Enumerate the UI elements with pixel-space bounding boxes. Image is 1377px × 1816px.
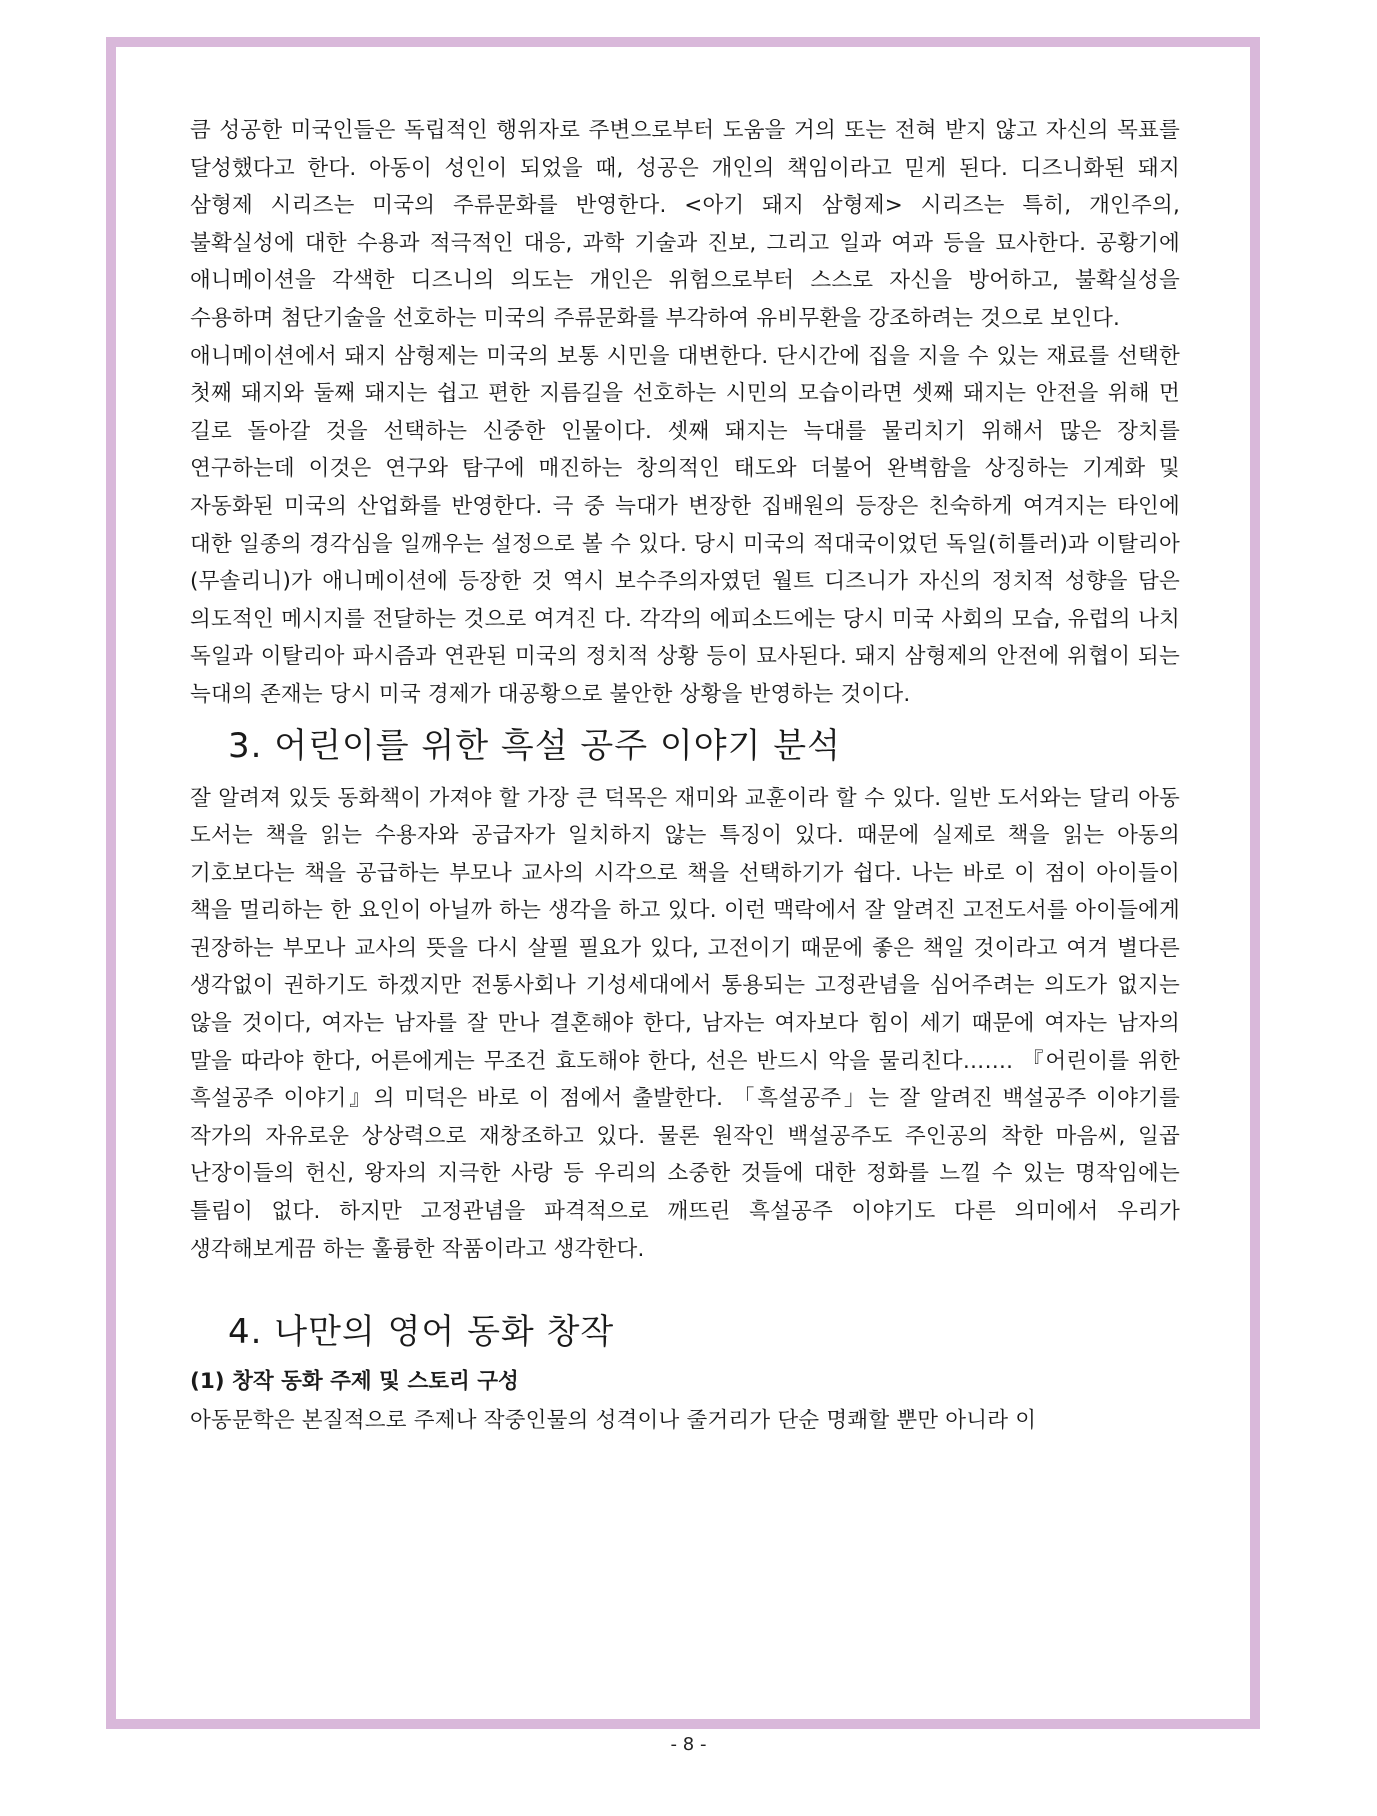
section-4-paragraph: 아동문학은 본질적으로 주제나 작중인물의 성격이나 줄거리가 단순 명쾌할 뿐만 아니라 이 (190, 1408, 1037, 1434)
document-body (190, 112, 1180, 1440)
section-4-subheading: (1) 창작 동화 주제 및 스토리 구성 (190, 1369, 519, 1395)
section-3-paragraph: 잘 알려져 있듯 동화책이 가져야 할 가장 큰 덕목은 재미와 교훈이라 할 수 있다. 일반 도서와는 달리 아동 도서는 책을 읽는 수용자와 공급자가 일치하지 않는 특징이 있다. 때문에 실제로 책을 읽는 아동의 기호보다는 책을 공급하는 부모나 교사의 시각으로 책을 선택하기가 쉽다. 나는 바로 이 점이 아이들이 책을 멀리하는 한 요인이 아닐까 하는 생각을 하고 있다. 이런 맥락에서 잘 알려진 고전도서를 아이들에게 권장하는 부모나 교사의 뜻을 다시 살필 필요가 있다, 고전이기 때문에 좋은 책일 것이라고 여겨 별다른 생각없이 권하기도 하겠지만 전통사회나 기성세대에서 통용되는 고정관념을 심어주려는 의도가 없지는 않을 것이다, 여자는 남자를 잘 만나 결혼해야 한다, 남자는 여자보다 힘이 세기 때문에 여자는 남자의 말을 따라야 한다, 어른에게는 무조건 효도해야 한다, 선은 반드시 악을 물리친다……. 『어린이를 위한 흑설공주 이야기』의 미덕은 바로 이 점에서 출발한다. 「흑설공주」는 잘 알려진 백설공주 이야기를 작가의 자유로운 상상력으로 재창조하고 있다. 물론 원작인 백설공주도 주인공의 착한 마음씨, 일곱 난장이들의 헌신, 왕자의 지극한 사랑 등 우리의 소중한 것들에 대한 정화를 느낄 수 있는 명작임에는 틀림이 없다. 하지만 고정관념을 파격적으로 깨뜨린 흑설공주 이야기도 다른 의미에서 우리가 생각해보게끔 하는 훌륭한 작품이라고 생각한다. (190, 785, 1180, 1262)
body-paragraph: 애니메이션에서 돼지 삼형제는 미국의 보통 시민을 대변한다. 단시간에 집을 지을 수 있는 재료를 선택한 첫째 돼지와 둘째 돼지는 쉽고 편한 지름길을 선호하는 시민의 모습이라면 셋째 돼지는 안전을 위해 먼 길로 돌아갈 것을 선택하는 신중한 인물이다. 셋째 돼지는 늑대를 물리치기 위해서 많은 장치를 연구하는데 이것은 연구와 탐구에 매진하는 창의적인 태도와 더불어 완벽함을 상징하는 기계화 및 자동화된 미국의 산업화를 반영한다. 극 중 늑대가 변장한 집배원의 등장은 친숙하게 여겨지는 타인에 대한 일종의 경각심을 일깨우는 설정으로 볼 수 있다. 당시 미국의 적대국이었던 독일(히틀러)과 이탈리아(무솔리니)가 애니메이션에 등장한 것 역시 보수주의자였던 월트 디즈니가 자신의 정치적 성향을 담은 의도적인 메시지를 전달하는 것으로 여겨진 다. 각각의 에피소드에는 당시 미국 사회의 모습, 유럽의 나치 독일과 이탈리아 파시즘과 연관된 미국의 정치적 상황 등이 묘사된다. 돼지 삼형제의 안전에 위협이 되는 늑대의 존재는 당시 미국 경제가 대공황으로 불안한 상황을 반영하는 것이다. (190, 343, 1180, 707)
section-4-heading: 4. 나만의 영어 동화 창작 (228, 1312, 615, 1353)
page-number: - 8 - (670, 1734, 707, 1755)
section-3-heading: 3. 어린이를 위한 흑설 공주 이야기 분석 (228, 725, 841, 766)
body-paragraph: 큼 성공한 미국인들은 독립적인 행위자로 주변으로부터 도움을 거의 또는 전혀 받지 않고 자신의 목표를 달성했다고 한다. 아동이 성인이 되었을 때, 성공은 개인의 책임이라고 믿게 된다. 디즈니화된 돼지 삼형제 시리즈는 미국의 주류문화를 반영한다. <아기 돼지 삼형제> 시리즈는 특히, 개인주의, 불확실성에 대한 수용과 적극적인 대응, 과학 기술과 진보, 그리고 일과 여과 등을 묘사한다. 공황기에 애니메이션을 각색한 디즈니의 의도는 개인은 위험으로부터 스스로 자신을 방어하고, 불확실성을 수용하며 첨단기술을 선호하는 미국의 주류문화를 부각하여 유비무환을 강조하려는 것으로 보인다. (190, 118, 1180, 331)
